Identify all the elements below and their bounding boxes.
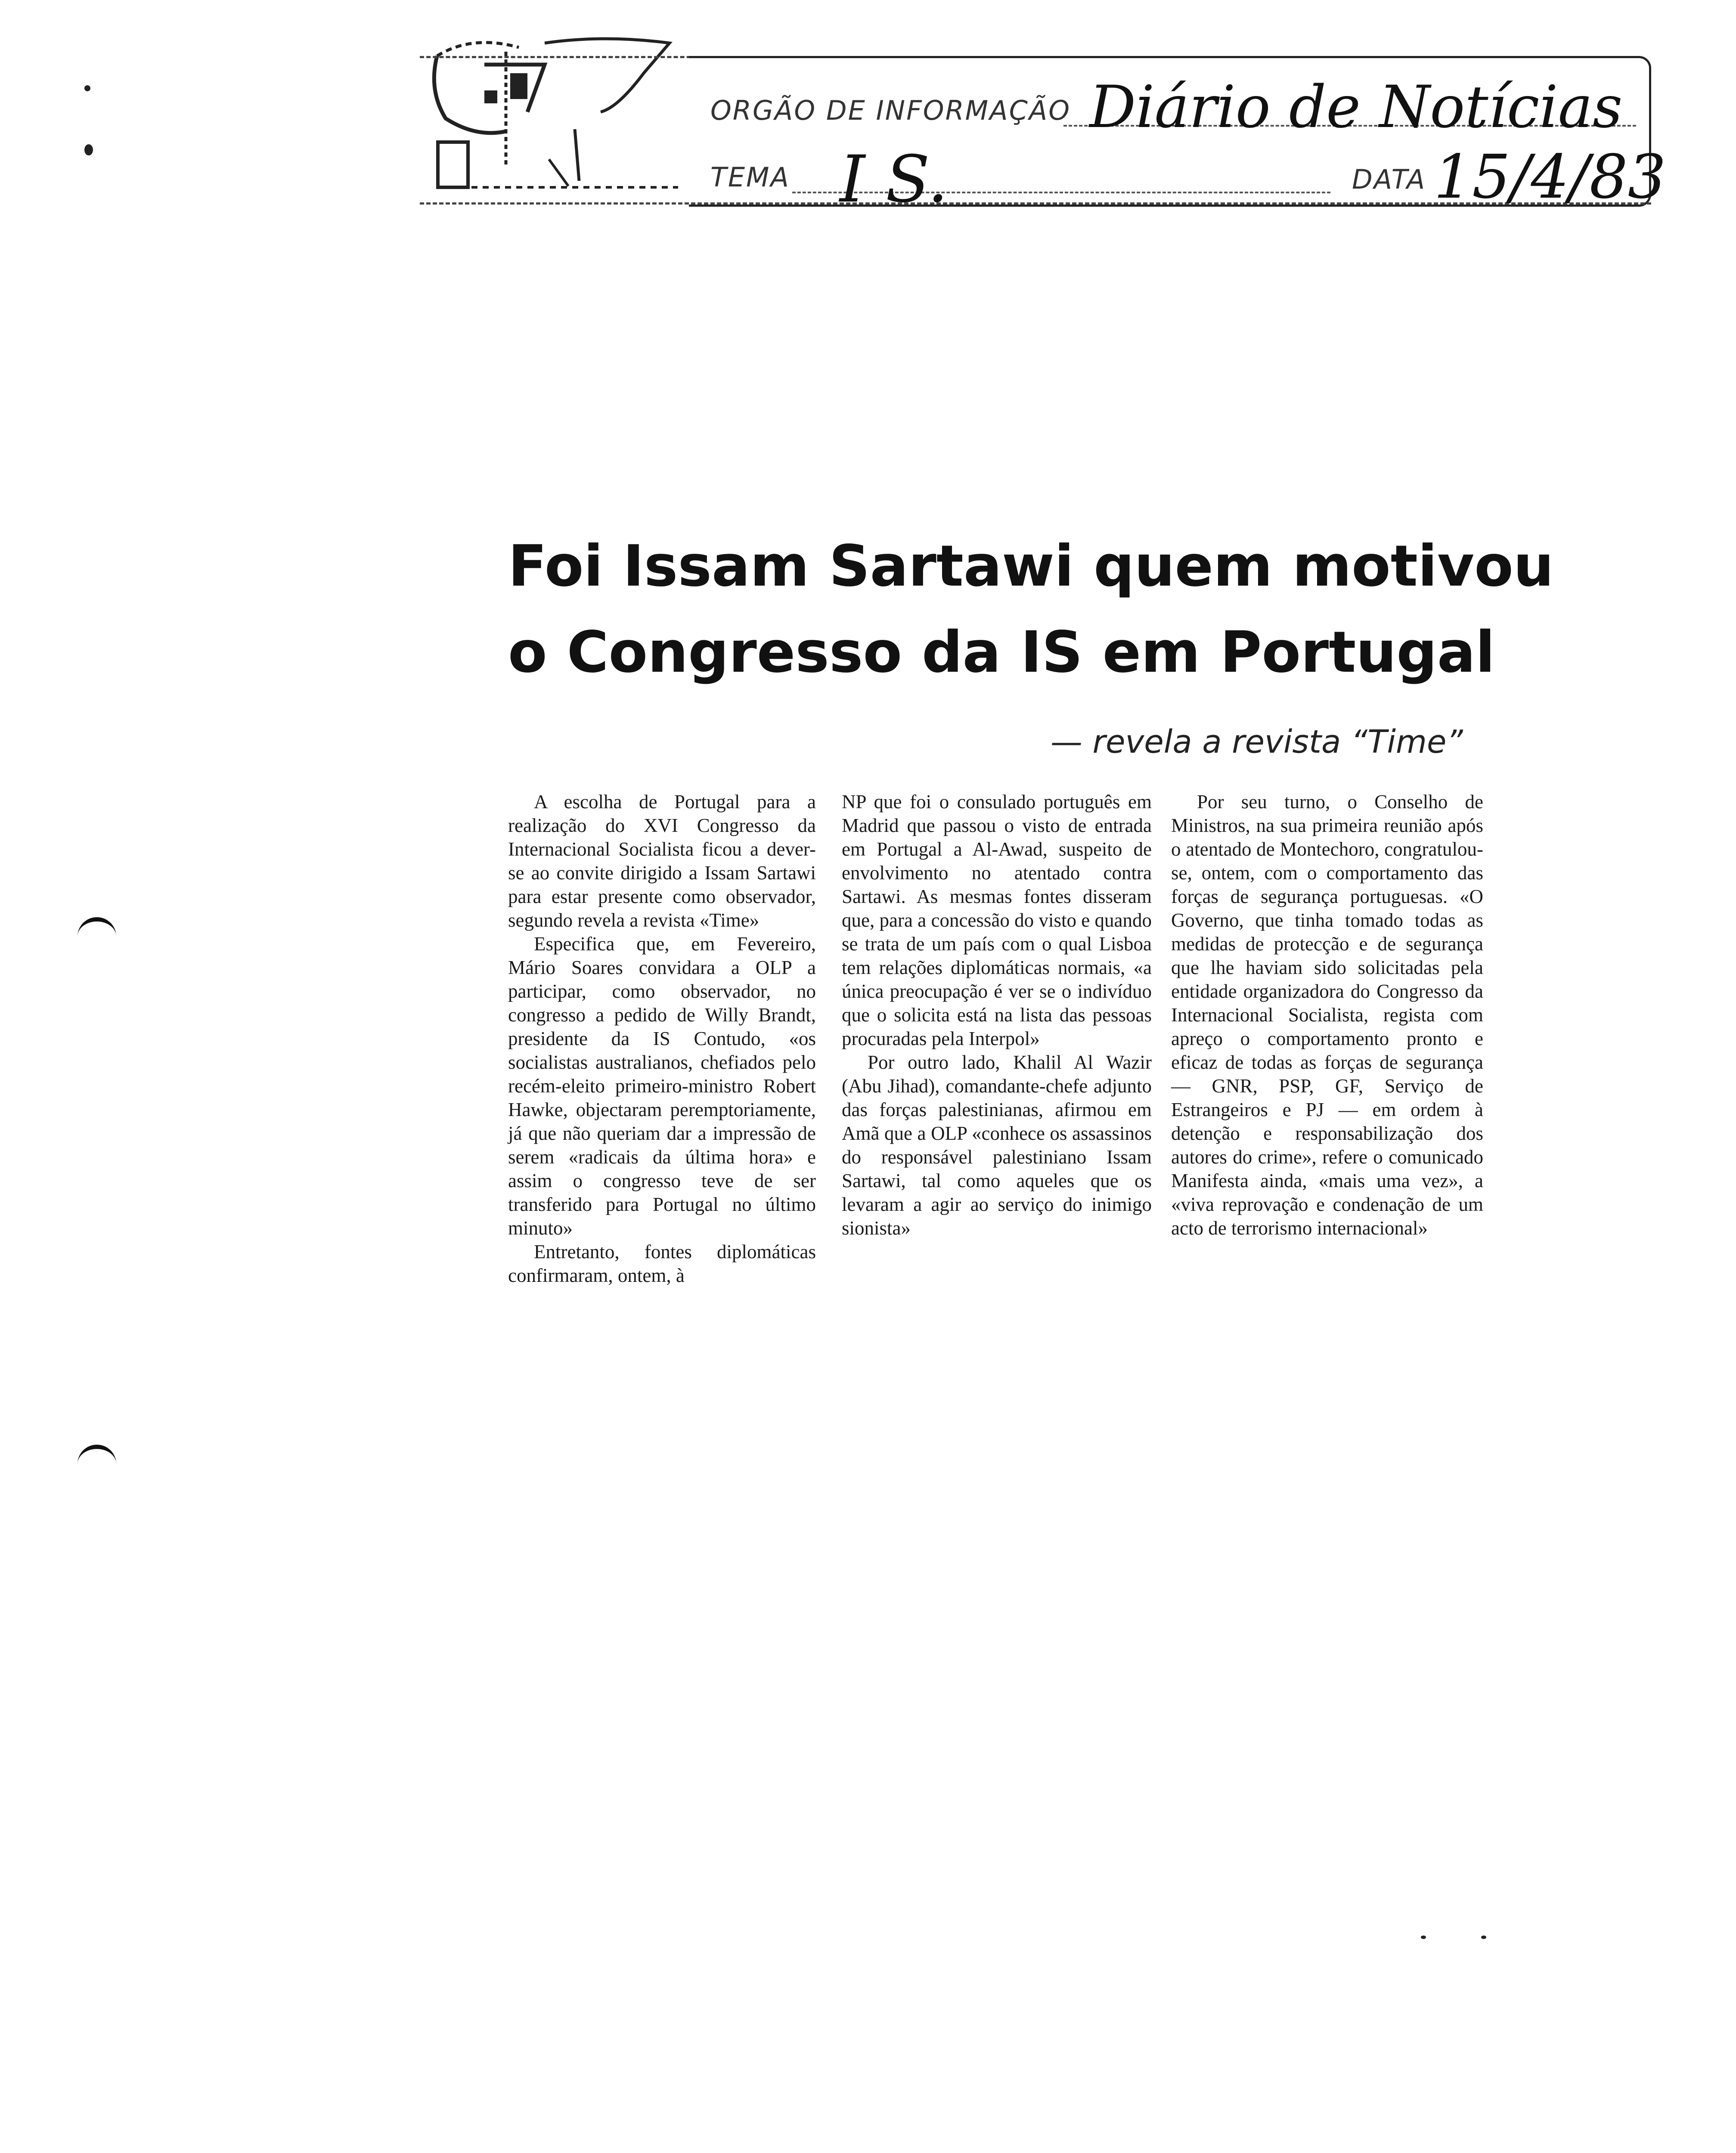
data-handwritten-value: 15/4/83: [1434, 142, 1666, 212]
headline-line-1: Foi Issam Sartawi quem motivou: [508, 533, 1554, 599]
orgao-handwritten-value: Diário de Notícias: [1089, 73, 1623, 141]
scan-speck: [84, 144, 93, 155]
scan-speck: [1421, 1936, 1426, 1939]
column-1-paragraph-2: Especifica que, em Fevereiro, Mário Soares convidara a OLP a participar, como observador, no congresso a pedido de Willy Brandt, presidente da IS Contudo, «os socialistas australianos, chefiados pelo recém-eleito primeiro-ministro Robert Hawke, objectaram peremptoriamente, já que não queriam dar a impressão de serem «radicais da última hora» e assim o congresso teve de ser transferido para Portugal no último minuto»: [508, 933, 816, 1239]
headline-line-2: o Congresso da IS em Portugal: [508, 619, 1495, 686]
column-2-paragraph-2: Por outro lado, Khalil Al Wazir (Abu Jihad), comandante-chefe adjunto das forças palestinianas, afirmou em Amã que a OLP «conhece os assassinos do responsável palestiniano Issam Sartawi, tal como aqueles que os levaram a agir ao serviço do inimigo sionista»: [842, 1052, 1152, 1239]
column-3-paragraph-1: Por seu turno, o Conselho de Ministros, na sua primeira reunião após o atentado de Montechoro, congratulou-se, ontem, com o comportamento das forças de segurança portuguesas. «O Governo, que tinha tomado todas as medidas de protecção e de segurança que lhe haviam sido solicitadas pela entidade organizadora do Congresso da Internacional Socialista, regista com apreço o comportamento pronto e eficaz de todas as forças de segurança — GNR, PSP, GF, Serviço de Estrangeiros e PJ — em ordem à detenção e responsabilização dos autores do crime», refere o comunicado Manifesta ainda, «mais uma vez», a «viva reprovação e condenação de um acto de terrorismo internacional»: [1171, 791, 1483, 1239]
header-top-rule: [420, 56, 704, 58]
column-2-paragraph-1: NP que foi o consulado português em Madrid que passou o visto de entrada em Portugal a Al-Awad, suspeito de envolvimento no atentado contra Sartawi. As mesmas fontes disseram que, para a concessão do visto e quando se trata de um país com o qual Lisboa tem relações diplomáticas normais, «a única preocupação é ver se o indivíduo que o solicita está na lista das pessoas procuradas pela Interpol»: [842, 791, 1152, 1049]
orgao-label: ORGÃO DE INFORMAÇÃO: [710, 95, 1071, 126]
tema-label: TEMA: [710, 161, 790, 193]
archive-stamp-logo: [420, 26, 680, 202]
article-column-1: [508, 790, 816, 1287]
data-label: DATA: [1352, 164, 1426, 195]
column-1-paragraph-1: A escolha de Portugal para a realização do XVI Congresso da Internacional Socialista ficou a dever-se ao convite dirigido a Issam Sartawi para estar presente como observador, segundo revela a revista «Time»: [508, 791, 816, 931]
punch-hole-mark-top: [78, 917, 116, 939]
scan-speck: [84, 85, 90, 91]
scan-speck: [1481, 1936, 1486, 1939]
article-column-2: [842, 790, 1152, 1240]
column-1-paragraph-3: Entretanto, fontes diplomáticas confirmaram, ontem, à: [508, 1241, 816, 1286]
article-column-3: [1171, 790, 1483, 1240]
article-byline: — revela a revista “Time”: [1051, 723, 1463, 760]
article-headline: [508, 523, 1554, 695]
tema-handwritten-value: I S.: [840, 142, 949, 217]
punch-hole-mark-bottom: [78, 1445, 116, 1466]
